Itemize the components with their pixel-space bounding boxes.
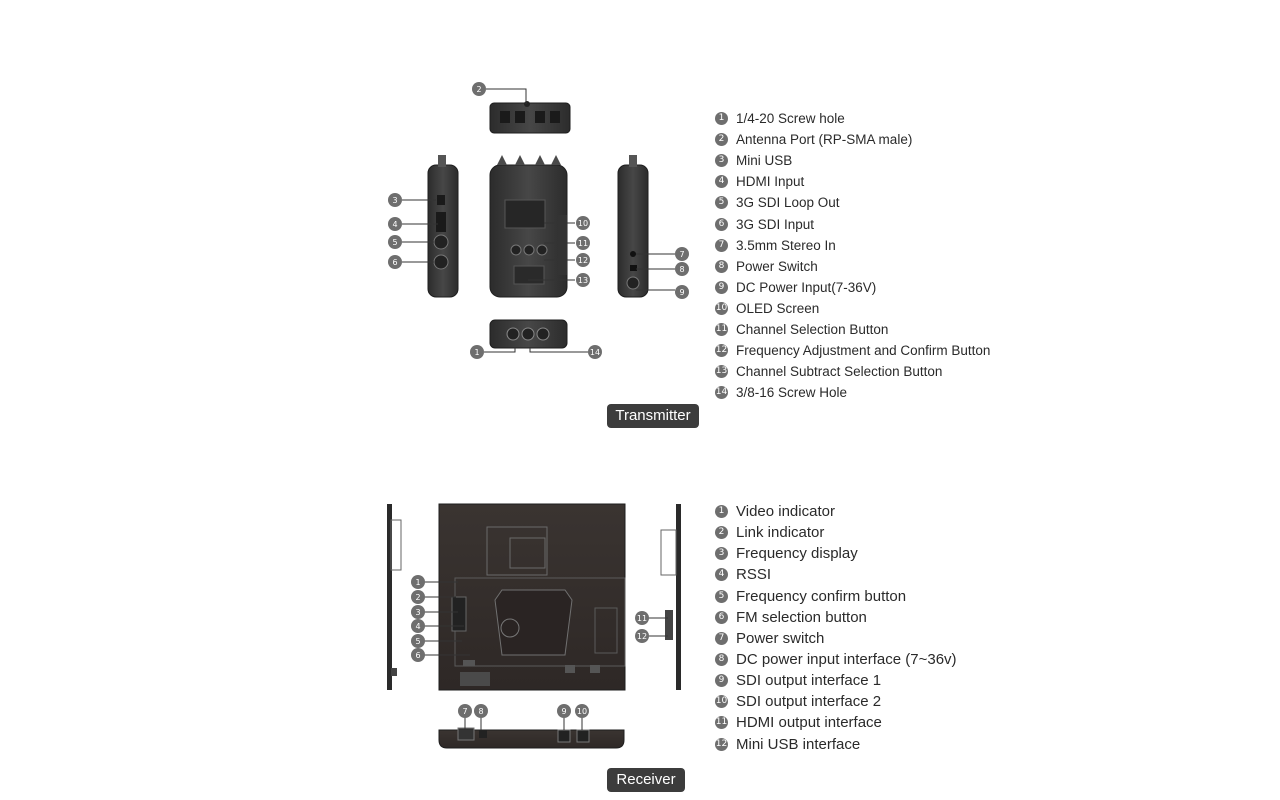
svg-text:13: 13 [577,276,589,285]
tx-callout-2 [472,82,486,96]
svg-text:4: 4 [415,622,421,631]
legend-item-label: HDMI output interface [736,714,882,732]
legend-item-label: HDMI Input [736,174,805,190]
svg-text:4: 4 [392,220,398,229]
transmitter-legend-item [715,213,990,234]
transmitter-legend-item [715,108,990,129]
legend-item-label: 3G SDI Input [736,216,815,232]
legend-item-label: Frequency Adjustment and Confirm Button [736,343,991,359]
legend-number-badge: 5 [715,196,728,209]
receiver-bottom-view [439,728,624,748]
legend-number-badge: 2 [715,526,728,539]
legend-number-badge: 10 [715,696,728,707]
legend-number-badge: 9 [715,281,728,294]
transmitter-legend-item [715,192,990,213]
transmitter-label: Transmitter [607,404,699,428]
legend-item-label: DC Power Input(7-36V) [736,279,877,295]
transmitter-legend-item [715,150,990,171]
receiver-legend-item [715,543,957,564]
transmitter-legend-item [715,361,990,382]
receiver-legend-item [715,501,957,522]
transmitter-legend-item [715,382,990,403]
legend-item-label: Video indicator [736,503,835,521]
svg-text:14: 14 [589,348,601,357]
legend-item-label: Frequency display [736,545,858,563]
tx-callout-7 [675,247,689,261]
legend-number-badge: 10 [715,302,728,313]
legend-number-badge: 12 [715,345,728,356]
svg-text:9: 9 [679,288,685,297]
rx-callout-4 [411,619,425,633]
legend-item-label: RSSI [736,566,772,584]
transmitter-left-side-view [428,155,458,297]
legend-number-badge: 5 [715,590,728,603]
svg-text:12: 12 [577,256,589,265]
receiver-back-view [439,504,625,690]
rx-callout-8 [474,704,488,718]
legend-number-badge: 6 [715,218,728,231]
legend-number-badge: 7 [715,632,728,645]
tx-callout-10 [576,216,590,230]
svg-text:10: 10 [577,219,589,228]
svg-text:1: 1 [474,348,480,357]
legend-number-badge: 13 [715,366,728,377]
legend-number-badge: 3 [715,547,728,560]
legend-number-badge: 12 [715,738,728,749]
transmitter-legend-item [715,298,990,319]
svg-text:6: 6 [415,651,421,660]
legend-number-badge: 14 [715,387,728,398]
legend-number-badge: 8 [715,653,728,666]
rx-callout-2 [411,590,425,604]
receiver-label: Receiver [607,768,685,792]
svg-text:11: 11 [636,614,648,623]
legend-item-label: Channel Selection Button [736,321,889,337]
tx-callout-9 [675,285,689,299]
legend-item-label: SDI output interface 2 [736,693,882,711]
legend-item-label: DC power input interface (7~36v) [736,651,957,669]
svg-text:3: 3 [415,608,421,617]
legend-number-badge: 7 [715,239,728,252]
legend-item-label: FM selection button [736,608,867,626]
transmitter-bottom-view [490,320,567,348]
tx-callout-4 [388,217,402,231]
receiver-legend-item [715,522,957,543]
legend-item-label: 3/8-16 Screw Hole [736,385,848,401]
svg-text:3: 3 [392,196,398,205]
legend-item-label: OLED Screen [736,300,820,316]
svg-text:5: 5 [392,238,398,247]
legend-number-badge: 3 [715,154,728,167]
legend-item-label: 1/4-20 Screw hole [736,111,845,127]
receiver-legend-item [715,734,957,755]
rx-callout-11 [635,611,649,625]
receiver-right-side-view [661,504,681,690]
legend-item-label: Power Switch [736,258,818,274]
legend-number-badge: 2 [715,133,728,146]
legend-number-badge: 8 [715,260,728,273]
receiver-legend-item [715,607,957,628]
legend-number-badge: 6 [715,611,728,624]
receiver-legend-item [715,564,957,585]
receiver-legend [715,501,957,755]
receiver-legend-item [715,712,957,733]
transmitter-legend-item [715,319,990,340]
legend-item-label: Frequency confirm button [736,587,907,605]
tx-callout-1 [470,345,484,359]
svg-text:7: 7 [679,250,685,259]
rx-callout-3 [411,605,425,619]
tx-callout-14 [588,345,602,359]
rx-callout-1 [411,575,425,589]
receiver-legend-item [715,586,957,607]
receiver-legend-item [715,649,957,670]
receiver-left-side-view [387,504,401,690]
svg-text:2: 2 [476,85,482,94]
legend-number-badge: 1 [715,112,728,125]
legend-item-label: Mini USB interface [736,735,861,753]
legend-number-badge: 4 [715,175,728,188]
legend-item-label: 3G SDI Loop Out [736,195,840,211]
svg-text:11: 11 [577,239,589,248]
tx-callout-5 [388,235,402,249]
transmitter-legend [715,108,990,403]
svg-text:1: 1 [415,578,421,587]
legend-item-label: Mini USB [736,153,793,169]
legend-item-label: Link indicator [736,524,825,542]
transmitter-legend-item [715,171,990,192]
legend-number-badge: 1 [715,505,728,518]
svg-text:8: 8 [679,265,685,274]
rx-callout-5 [411,634,425,648]
legend-item-label: SDI output interface 1 [736,672,882,690]
rx-callout-7 [458,704,472,718]
receiver-legend-item [715,628,957,649]
legend-item-label: Channel Subtract Selection Button [736,364,943,380]
svg-text:2: 2 [415,593,421,602]
receiver-legend-item [715,691,957,712]
rx-callout-6 [411,648,425,662]
transmitter-legend-item [715,277,990,298]
svg-text:12: 12 [636,632,648,641]
legend-number-badge: 4 [715,568,728,581]
tx-callout-3 [388,193,402,207]
svg-text:7: 7 [462,707,468,716]
receiver-legend-item [715,670,957,691]
legend-item-label: Power switch [736,629,825,647]
svg-text:10: 10 [576,707,588,716]
transmitter-front-view [490,155,567,297]
tx-callout-6 [388,255,402,269]
transmitter-legend-item [715,340,990,361]
svg-text:6: 6 [392,258,398,267]
transmitter-top-view [490,101,570,133]
legend-number-badge: 11 [715,323,728,334]
tx-callout-11 [576,236,590,250]
transmitter-right-side-view [618,155,648,297]
transmitter-legend-item [715,256,990,277]
svg-text:9: 9 [561,707,567,716]
tx-callout-8 [675,262,689,276]
legend-number-badge: 11 [715,717,728,728]
transmitter-legend-item [715,129,990,150]
rx-callout-10 [575,704,589,718]
legend-item-label: Antenna Port (RP-SMA male) [736,132,913,148]
svg-text:8: 8 [478,707,484,716]
rx-callout-9 [557,704,571,718]
transmitter-legend-item [715,235,990,256]
rx-callout-12 [635,629,649,643]
tx-callout-13 [576,273,590,287]
legend-number-badge: 9 [715,674,728,687]
legend-item-label: 3.5mm Stereo In [736,237,836,253]
svg-text:5: 5 [415,637,421,646]
tx-callout-12 [576,253,590,267]
